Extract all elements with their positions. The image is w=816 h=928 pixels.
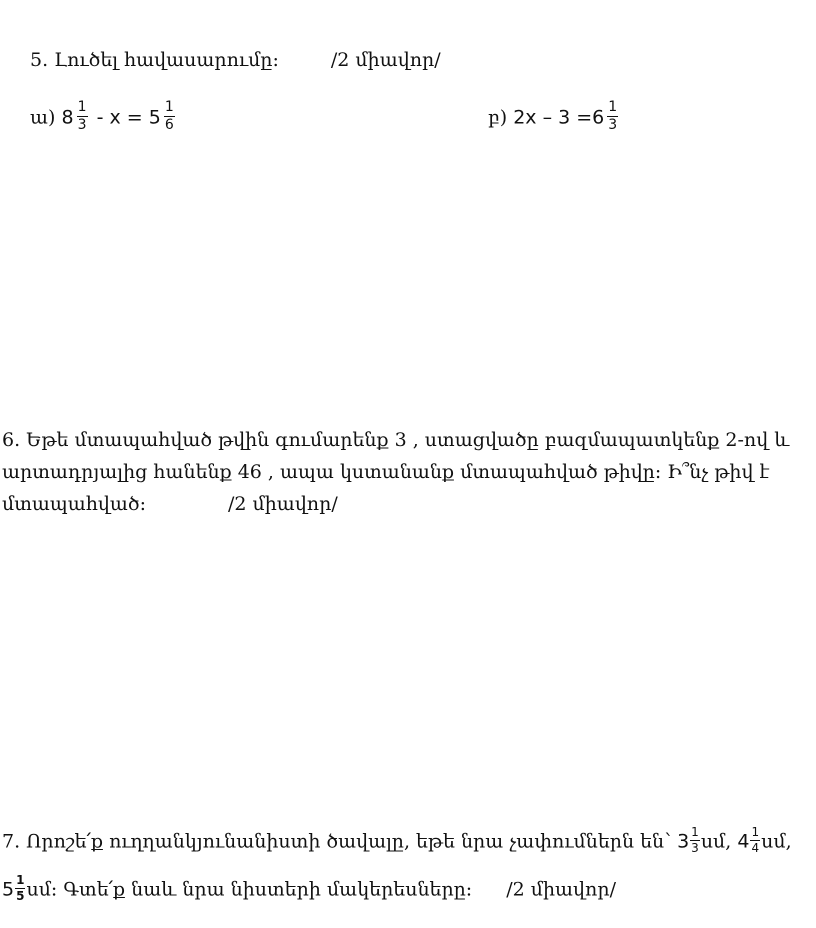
task5-part-a <box>30 99 178 135</box>
fraction-denominator: 4 <box>751 841 760 855</box>
task5-part-a-label: ա) <box>30 106 56 129</box>
task5-a-minus-x-eq: - x = <box>96 106 143 129</box>
task5-points: /2 միավոր/ <box>330 49 441 71</box>
fraction-denominator: 3 <box>691 841 699 855</box>
task5-title: 5. Լուծել հավասարումը: <box>30 49 279 71</box>
task5-b-expr: 2x – 3 =6 <box>513 106 605 129</box>
task6-line-1: 6. Եթե մտապահված թվին գումարենք 3 , ստացվածը բազմապատկենք 2-ով և <box>2 429 790 451</box>
task6-line-2: արտադրյալից հանենք 46 , ապա կստանանք մտապահված թիվը: Ի՞նչ թիվ է <box>2 461 770 483</box>
task7-points: /2 միավոր/ <box>506 878 616 901</box>
task5-a-lhs-fraction <box>77 100 88 133</box>
task7-dim2-fraction <box>750 826 760 855</box>
fraction-numerator: 1 <box>164 99 174 115</box>
task7-dim1-fraction <box>690 826 700 855</box>
task7-dim3-whole: 5 <box>2 878 15 901</box>
fraction-numerator: 1 <box>16 873 25 887</box>
task7-unit-2: սմ, <box>761 830 792 853</box>
fraction-denominator: 5 <box>16 889 25 903</box>
task7-dim3-fraction <box>15 874 25 903</box>
task5-title-line <box>30 48 441 72</box>
fraction-denominator: 3 <box>77 117 87 133</box>
task7-intro: 7. Որոշե՛ք ուղղանկյունանիստի ծավալը, եթե նրա չափումներն են՝ <box>2 830 678 853</box>
task5-part-b <box>488 99 621 135</box>
task7-rest: սմ: Գտե՛ք նաև նրա նիստերի մակերեսները: <box>26 878 473 901</box>
task5-a-rhs-fraction <box>164 100 175 133</box>
task7-dim2-whole: 4 <box>737 830 750 853</box>
fraction-denominator: 6 <box>164 117 174 133</box>
fraction-numerator: 1 <box>751 825 760 839</box>
task5-a-rhs-whole: 5 <box>148 106 161 129</box>
task6-line-3: մտապահված: <box>2 493 146 515</box>
fraction-denominator: 3 <box>608 117 618 133</box>
fraction-numerator: 1 <box>608 99 618 115</box>
task5-a-lhs-whole: 8 <box>61 106 74 129</box>
task5-b-fraction <box>607 100 618 133</box>
task7-line-1 <box>2 825 792 857</box>
task5-part-b-label: բ) <box>488 106 508 129</box>
task7-unit-1: սմ, <box>700 830 732 853</box>
task7-dim1-whole: 3 <box>677 830 690 853</box>
fraction-numerator: 1 <box>691 825 699 839</box>
task6-line-3-wrap <box>2 492 338 516</box>
task7-line-2 <box>2 873 616 905</box>
task6-points: /2 միավոր/ <box>227 493 338 515</box>
fraction-numerator: 1 <box>77 99 87 115</box>
